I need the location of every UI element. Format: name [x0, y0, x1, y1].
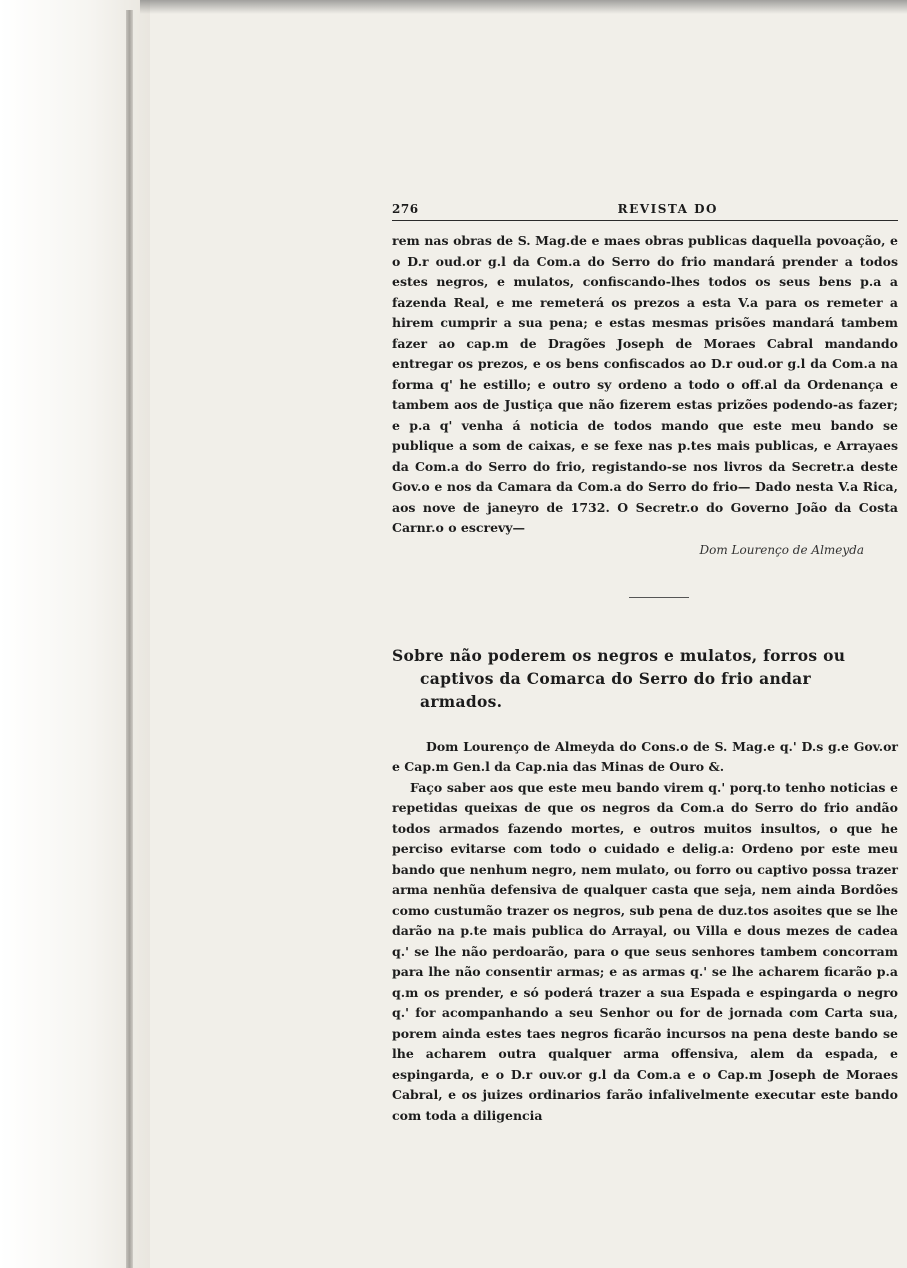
section-title: Sobre não poderem os negros e mulatos, forros ou captivos da Comarca do Serro do frio andar armados. [392, 645, 846, 711]
decree-paragraph: Faço saber aos que este meu bando virem q.' porq.to tenho noticias e repetidas queixas de que os negros da Com.a do Serro do frio andão todos armados fazendo mortes, e outros muitos insultos, o que he perciso evitarse com todo o cuidado e delig.a: Ordeno por este meu bando que nenhum negro, nem mulato, ou forro ou captivo possa trazer arma nenhũa defensiva de qualquer casta que seja, nem ainda Bordões como custumão trazer os negros, sub pena de duz.tos asoites que se lhe darão na p.te mais publica do Arrayal, ou Villa e dous mezes de cadea q.' se lhe não perdoarão, para o que seus senhores tambem concorram para lhe não consentir armas; e as armas q.' se lhe acharem ficarão p.a q.m os prender, e só poderá trazer a sua Espada e espingarda o negro q.' for acompanhando a seu Senhor ou for de jornada com Carta sua, porem ainda estes taes negros ficarão incursos na pena deste bando se lhe acharem outra qualquer arma offensiva, alem da espada, e espingarda, e o D.r ouv.or g.l da Com.a e o Cap.m Joseph de Moraes Cabral, e os juizes ordinarios farão infalivelmente executar este bando com toda a diligencia [392, 779, 898, 1123]
salutation-paragraph: Dom Lourenço de Almeyda do Cons.o de S. Mag.e q.' D.s g.e Gov.or e Cap.m Gen.l da Cap.nia das Minas de Ouro &. [392, 738, 898, 774]
section-divider [629, 597, 689, 598]
continuation-paragraph: rem nas obras de S. Mag.de e maes obras publicas daquella povoação, e o D.r oud.or g.l da Com.a do Serro do frio mandará prender a todos estes negros, e mulatos, confiscando-lhes todos os seus bens p.a a fazenda Real, e me remeterá os prezos a esta V.a para os remeter a hirem cumprir a sua pena; e estas mesmas prisões mandará tambem fazer ao cap.m de Dragões Joseph de Moraes Cabral mandando entregar os prezos, e os bens confiscados ao D.r oud.or g.l da Com.a na forma q' he estillo; e outro sy ordeno a todo o off.al da Ordenança e tambem aos de Justiça que não fizerem estas prizões podendo-as fazer; e p.a q' venha á noticia de todos mando que este meu bando se publique a som de caixas, e se fexe nas p.tes mais publicas, e Arrayaes da Com.a do Serro do frio, registando-se nos livros da Secretr.a deste Gov.o e nos da Camara da Com.a do Serro do frio— Dado nesta V.a Rica, aos nove de janeyro de 1732. O Secretr.o do Governo João da Costa Carnr.o o escrevy— [392, 233, 898, 535]
section-body [392, 737, 898, 1127]
book-page [392, 202, 898, 1126]
signature: Dom Lourenço de Almeyda [699, 542, 864, 557]
scan-top-shadow [140, 0, 907, 14]
page-number: 276 [392, 202, 419, 216]
book-binding-shadow [126, 10, 133, 1268]
page-header [392, 202, 898, 221]
running-title: REVISTA DO [617, 202, 718, 216]
